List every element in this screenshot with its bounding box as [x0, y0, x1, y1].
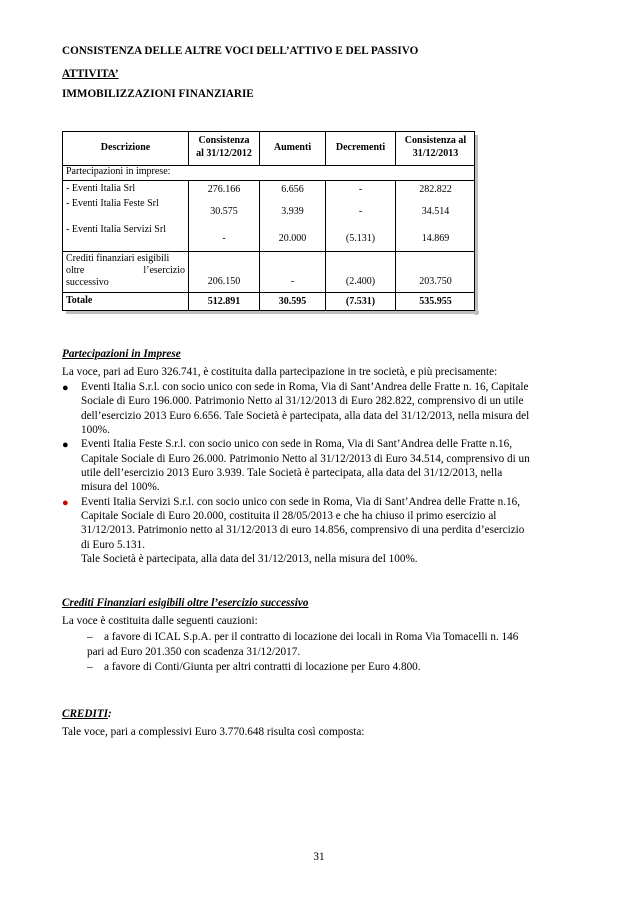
- header-consistenza-2013: Consistenza al: [404, 135, 467, 146]
- cell-c2012: -: [222, 233, 226, 244]
- header-descrizione: Descrizione: [100, 142, 151, 153]
- bullet-text: Tale Società è partecipata, alla data del 31/12/2013, nella misura del 100%.: [81, 553, 418, 565]
- header-consistenza-2012: Consistenza: [198, 135, 250, 146]
- cell-c2013: 34.514: [421, 206, 450, 217]
- section-label: Partecipazioni in imprese:: [66, 166, 171, 177]
- totale-c2013: 535.955: [419, 296, 452, 307]
- row-label: Crediti finanziari esigibili: [66, 253, 170, 264]
- partecipazioni-intro: La voce, pari ad Euro 326.741, è costituita dalla partecipazione in tre società, e più precisamente:: [62, 366, 498, 378]
- bullet-text: 31/12/2013. Patrimonio netto al 31/12/2013 di euro 14.856, comprensivo di una perdita d’esercizio: [81, 524, 525, 536]
- totale-aumenti: 30.595: [278, 296, 307, 307]
- page-number: 31: [313, 851, 325, 863]
- row-label: l’esercizio: [143, 265, 185, 276]
- totale-c2012: 512.891: [207, 296, 241, 307]
- cell-decrementi: -: [358, 206, 363, 217]
- immobilizzazioni-table: [62, 131, 475, 311]
- bullet-text: Capitale Sociale di Euro 20.000, costituita il 28/05/2013 e che ha chiuso il primo esercizio al: [81, 510, 497, 522]
- heading-attivita: ATTIVITA’: [62, 68, 119, 80]
- crediti-text: Tale voce, pari a complessivi Euro 3.770.648 risulta così composta:: [62, 726, 365, 738]
- bullet-text: misura del 100%.: [81, 481, 160, 493]
- cell-c2012: 276.166: [207, 184, 241, 195]
- row-label: successivo: [66, 277, 109, 288]
- cell-decrementi: (5.131): [345, 233, 376, 244]
- bullet-text: Eventi Italia Servizi S.r.l. con socio unico con sede in Roma, Via di Sant’Andrea delle Fratte n.16,: [81, 496, 521, 508]
- bullet-text: dell’esercizio 2013 Euro 6.656. Tale Società è partecipata, alla data del 31/12/2013, nella misura del: [81, 410, 530, 422]
- table-shadow: [66, 311, 479, 314]
- dash-icon: –: [87, 631, 93, 643]
- crediti-title-text: CREDITI: [62, 708, 109, 720]
- bullet-text: Capitale Sociale di Euro 26.000. Patrimonio Netto al 31/12/2013 di Euro 34.514, comprensivo di un: [81, 453, 530, 465]
- totale-label: Totale: [66, 295, 93, 306]
- partecipazioni-title: Partecipazioni in Imprese: [62, 348, 181, 360]
- cell-c2013: 282.822: [419, 184, 452, 195]
- bullet-text: Eventi Italia Feste S.r.l. con socio unico con sede in Roma, Via di Sant’Andrea delle Fratte n.16,: [81, 438, 512, 450]
- row-label: oltre: [66, 265, 85, 276]
- cell-c2012: 30.575: [210, 206, 238, 217]
- cell-c2013: 14.869: [421, 233, 450, 244]
- totale-decrementi: (7.531): [345, 296, 376, 307]
- row-label: - Eventi Italia Feste Srl: [66, 198, 159, 209]
- bullet-text: utile dell’esercizio 2013 Euro 3.939. Tale Società è partecipata, alla data del 31/12/2013, nella: [81, 467, 503, 479]
- header-decrementi: Decrementi: [335, 142, 386, 153]
- crediti-title: [62, 707, 112, 721]
- cell-aumenti: -: [290, 276, 295, 287]
- bullet-text: di Euro 5.131.: [81, 539, 146, 551]
- header-consistenza-2013-date: 31/12/2013: [412, 148, 459, 159]
- dash-item-text: a favore di ICAL S.p.A. per il contratto di locazione dei locali in Roma Via Tomacelli n. 146: [104, 631, 519, 643]
- table-shadow: [475, 135, 478, 315]
- bullet-icon: ●: [62, 439, 69, 451]
- row-label: - Eventi Italia Srl: [66, 183, 136, 194]
- dash-item-text: a favore di Conti/Giunta per altri contratti di locazione per Euro 4.800.: [104, 661, 421, 673]
- bullet-icon: ●: [62, 382, 69, 394]
- bullet-text: 100%.: [81, 424, 110, 436]
- heading-consistenza: CONSISTENZA DELLE ALTRE VOCI DELL’ATTIVO E DEL PASSIVO: [62, 45, 419, 57]
- cell-decrementi: (2.400): [345, 276, 376, 287]
- header-consistenza-2012-date: al 31/12/2012: [196, 148, 252, 159]
- bullet-icon: ●: [62, 497, 69, 509]
- cell-aumenti: 20.000: [278, 233, 307, 244]
- crediti-finanziari-title: Crediti Finanziari esigibili oltre l’esercizio successivo: [62, 597, 309, 609]
- cell-decrementi: -: [358, 184, 363, 195]
- crediti-finanziari-intro: La voce è costituita dalle seguenti cauzioni:: [62, 615, 258, 627]
- dash-icon: –: [87, 661, 93, 673]
- heading-immobilizzazioni: IMMOBILIZZAZIONI FINANZIARIE: [62, 88, 254, 100]
- bullet-text: Sociale di Euro 196.000. Patrimonio Netto al 31/12/2013 di Euro 282.822, comprensivo di un utile: [81, 395, 524, 407]
- cell-aumenti: 6.656: [281, 184, 304, 195]
- cell-c2012: 206.150: [207, 276, 241, 287]
- dash-item-text: pari ad Euro 201.350 con scadenza 31/12/2017.: [87, 646, 301, 658]
- row-label: - Eventi Italia Servizi Srl: [66, 224, 166, 235]
- crediti-title-colon: :: [108, 708, 112, 720]
- cell-c2013: 203.750: [419, 276, 452, 287]
- bullet-text: Eventi Italia S.r.l. con socio unico con sede in Roma, Via di Sant’Andrea delle Fratte n. 16, Capitale: [81, 381, 529, 393]
- cell-aumenti: 3.939: [281, 206, 304, 217]
- header-aumenti: Aumenti: [273, 142, 312, 153]
